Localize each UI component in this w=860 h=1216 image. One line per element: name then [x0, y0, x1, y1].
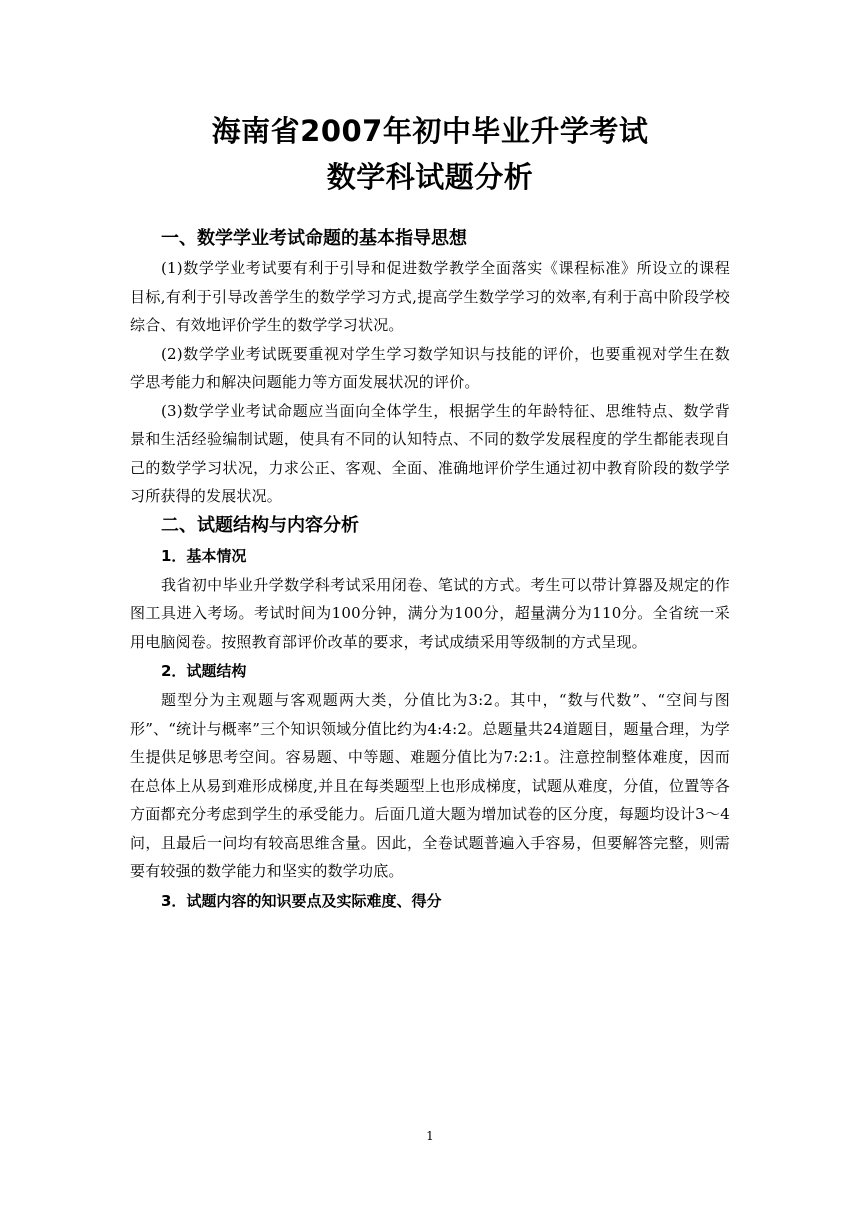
document-title: [0, 108, 860, 200]
title-line-2: 数学科试题分析: [326, 160, 534, 194]
section-1-heading: 一、数学学业考试命题的基本指导思想: [161, 228, 467, 249]
document-body: [130, 224, 730, 916]
section-2-heading: 二、试题结构与内容分析: [161, 514, 359, 536]
section-1-paragraph-1: (1)数学学业考试要有利于引导和促进数学教学全面落实《课程标准》所设立的课程目标,有利于引导改善学生的数学学习方式,提高学生数学学习的效率,有利于高中阶段学校综合、有效地评价学生的数学学习状况。: [130, 259, 730, 334]
page-number: 1: [426, 1129, 434, 1143]
section-1-paragraph-3: (3)数学学业考试命题应当面向全体学生，根据学生的年龄特征、思维特点、数学背景和生活经验编制试题，使具有不同的认知特点、不同的数学发展程度的学生都能表现自己的数学学习状况，力求公正、客观、全面、准确地评价学生通过初中教育阶段的数学学习所获得的发展状况。: [130, 401, 730, 505]
subsection-2-heading: 2．试题结构: [161, 662, 247, 680]
subsection-1-paragraph: 我省初中毕业升学数学科考试采用闭卷、笔试的方式。考生可以带计算器及规定的作图工具进入考场。考试时间为100分钟，满分为100分，超量满分为110分。全省统一采用电脑阅卷。按照教育部评价改革的要求，考试成绩采用等级制的方式呈现。: [130, 575, 730, 651]
subsection-1-heading: 1．基本情况: [161, 546, 247, 565]
subsection-3-heading: 3．试题内容的知识要点及实际难度、得分: [161, 891, 442, 910]
title-line-1: 海南省2007年初中毕业升学考试: [211, 114, 649, 148]
section-1-paragraph-2: (2)数学学业考试既要重视对学生学习数学知识与技能的评价，也要重视对学生在数学思考能力和解决问题能力等方面发展状况的评价。: [130, 344, 730, 391]
subsection-2-paragraph: 题型分为主观题与客观题两大类，分值比为3:2。其中，“数与代数”、“空间与图形”、“统计与概率”三个知识领域分值比约为4:4:2。总题量共24道题目，题量合理，为学生提供足够思考空间。容易题、中等题、难题分值比为7:2:1。注意控制整体难度，因而在总体上从易到难形成梯度,并且在每类题型上也形成梯度，试题从难度，分值，位置等各方面都充分考虑到学生的承受能力。后面几道大题为增加试卷的区分度，每题均设计3～4问，且最后一问均有较高思维含量。因此，全卷试题普遍入手容易，但要解答完整，则需要有较强的数学能力和坚实的数学功底。: [130, 691, 730, 880]
